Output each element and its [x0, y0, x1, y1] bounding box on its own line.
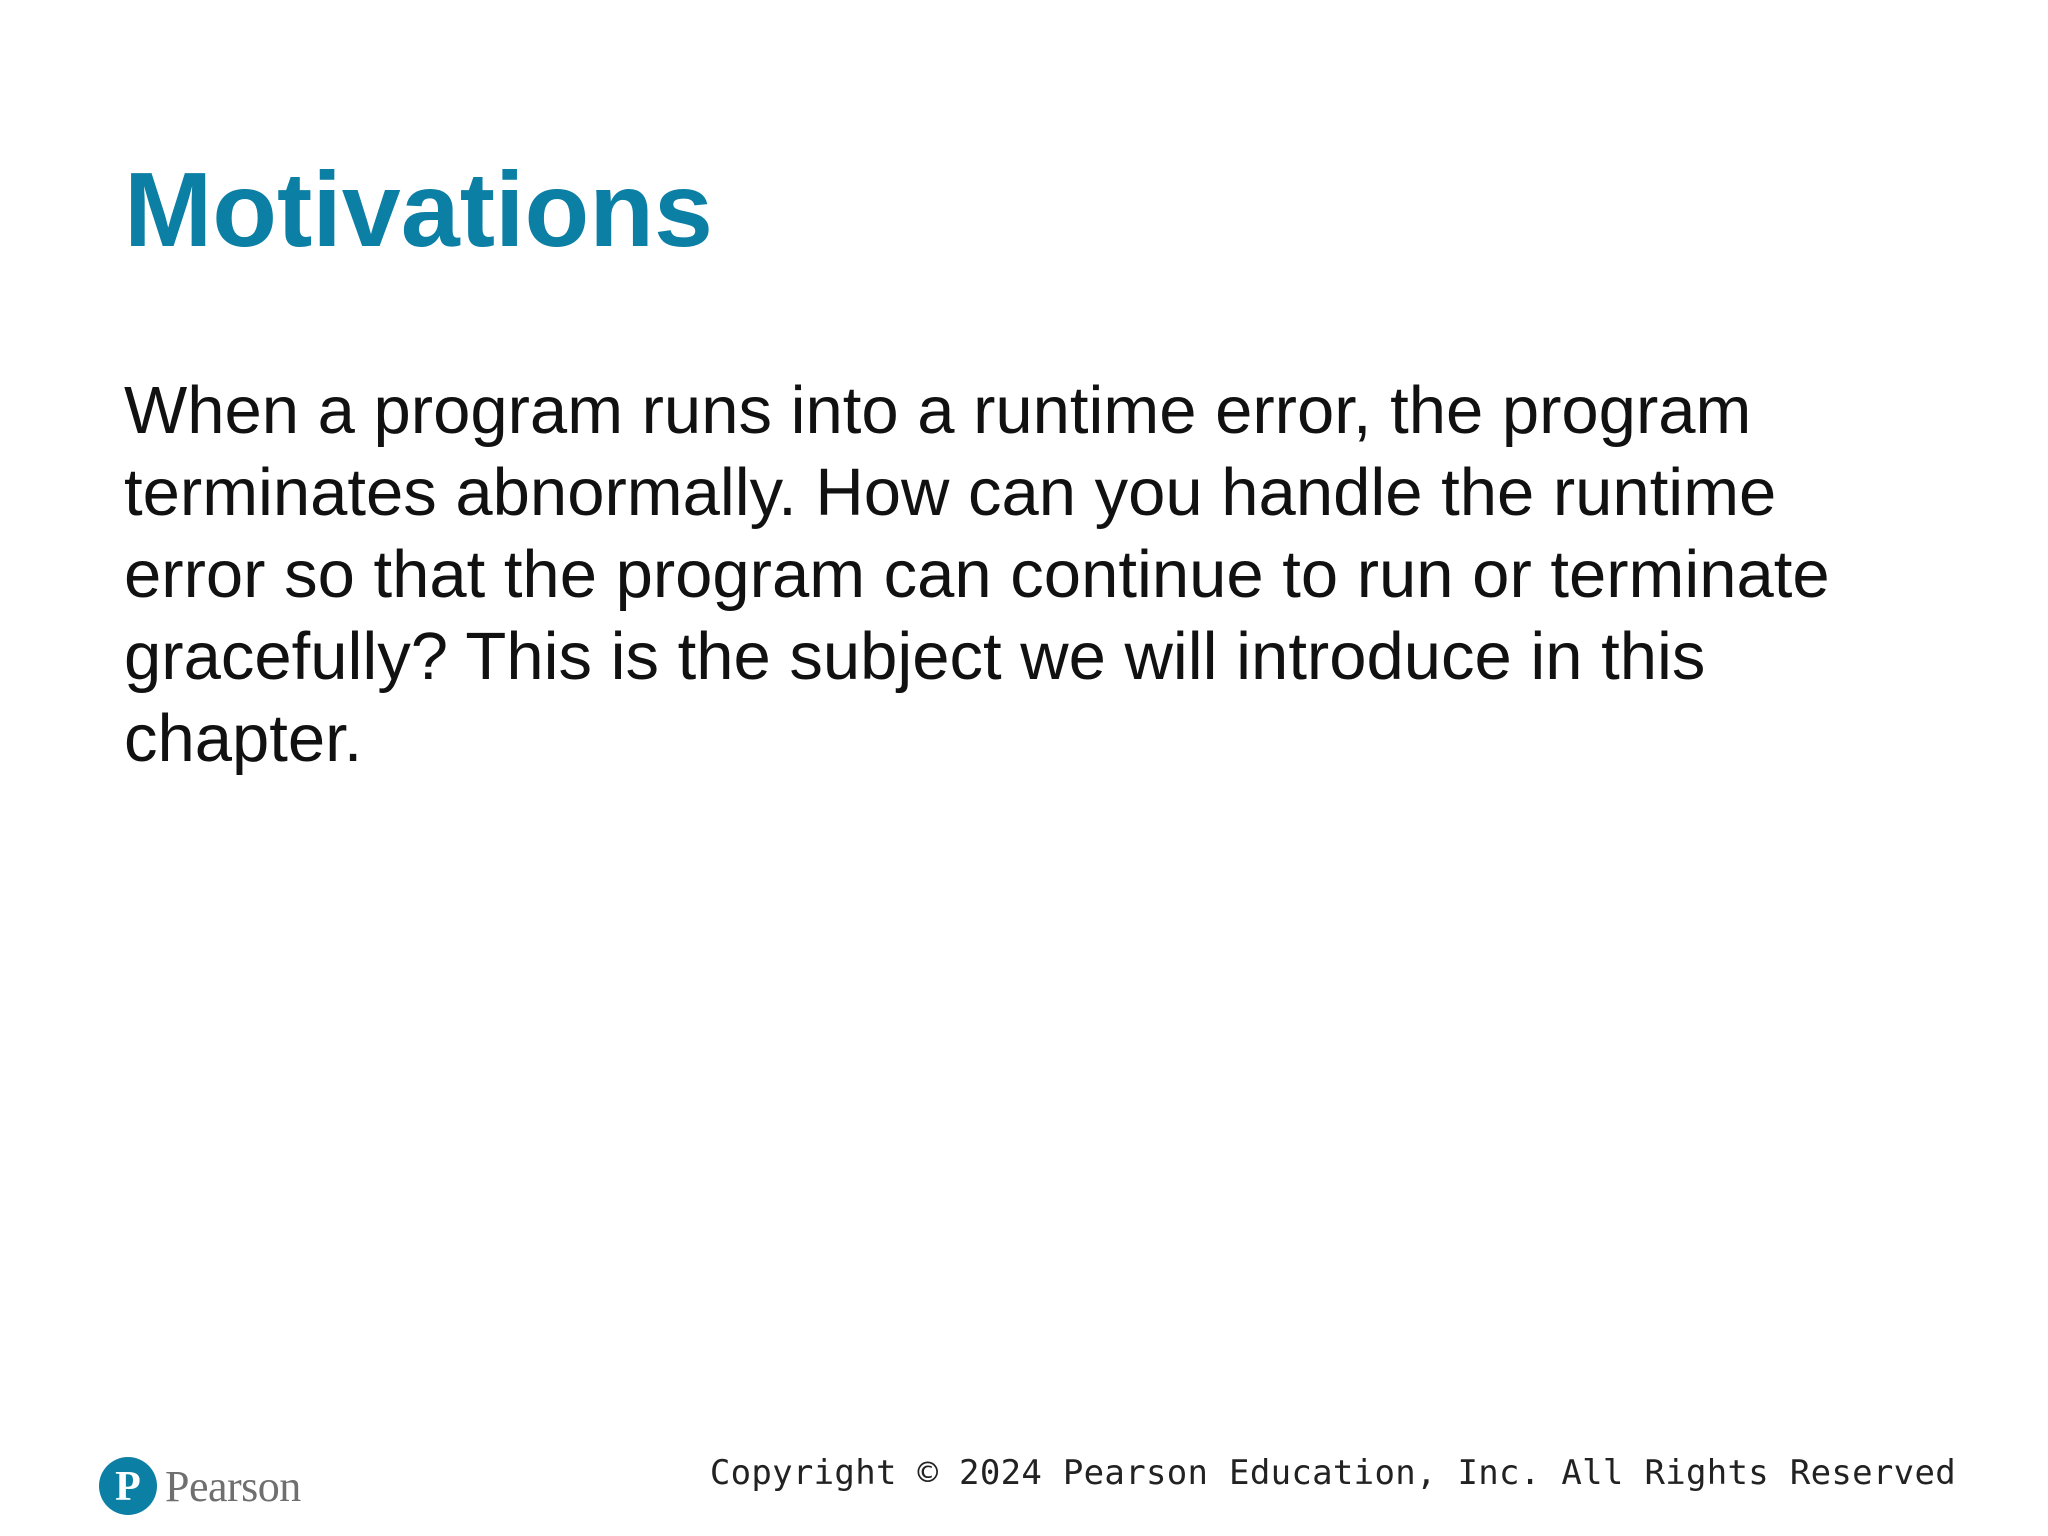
slide-body-text [124, 370, 1944, 780]
logo-letter: P [115, 1464, 141, 1510]
body-line: When a program runs into a runtime error, the program [124, 373, 1752, 448]
slide-title: Motivations [124, 151, 713, 269]
body-line: terminates abnormally. How can you handle the runtime [124, 455, 1777, 530]
copyright-notice: Copyright © 2024 Pearson Education, Inc. All Rights Reserved [709, 1453, 1956, 1493]
body-line: chapter. [124, 701, 363, 776]
body-line: error so that the program can continue to run or terminate [124, 537, 1830, 612]
pearson-logo [98, 1451, 301, 1521]
body-line: gracefully? This is the subject we will introduce in this [124, 619, 1706, 694]
logo-wordmark: Pearson [165, 1461, 301, 1511]
pearson-p-icon [98, 1456, 158, 1516]
